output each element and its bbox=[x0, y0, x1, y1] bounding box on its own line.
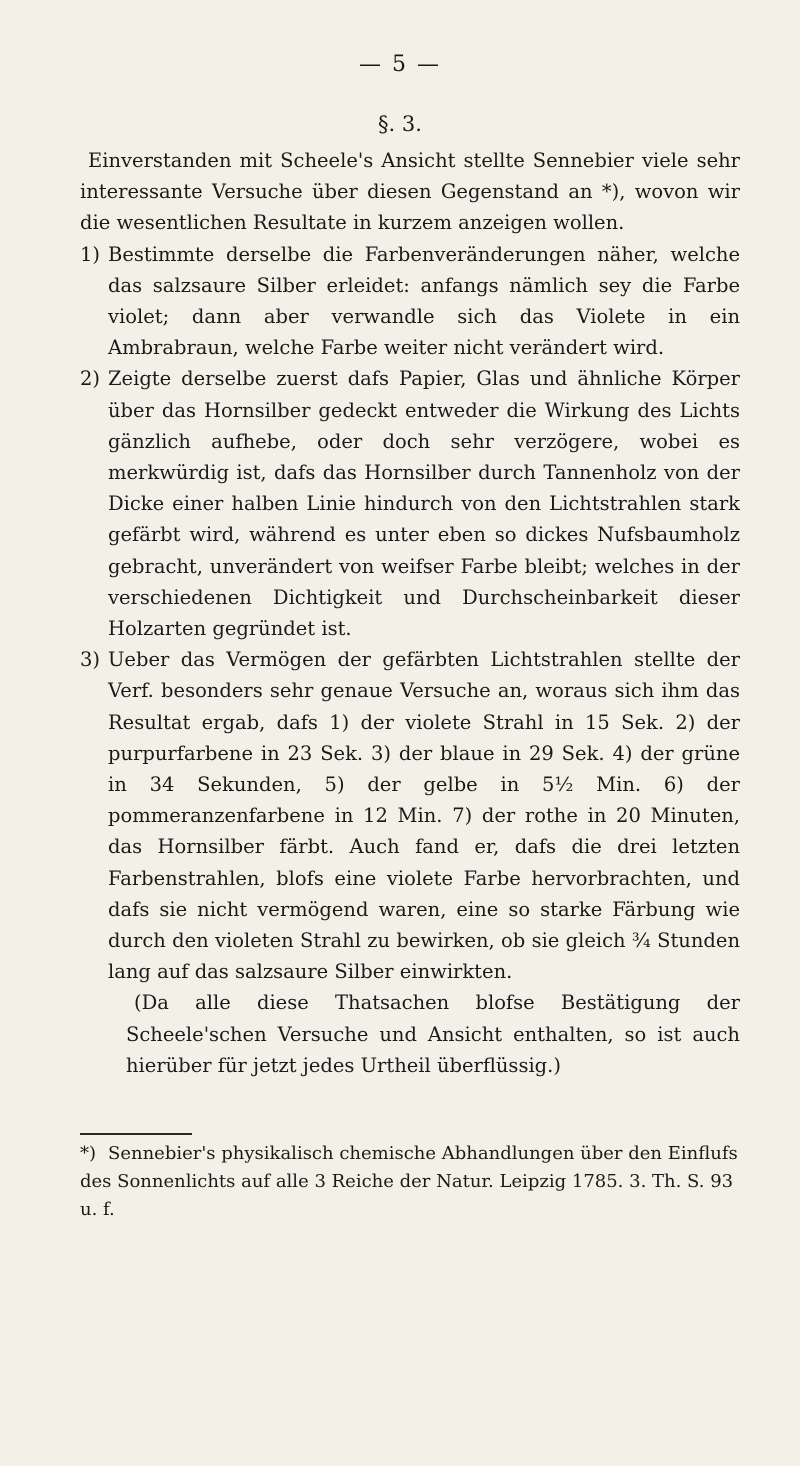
item-number: 3) bbox=[80, 648, 101, 672]
footnote-divider bbox=[80, 1133, 192, 1135]
list-item-3 bbox=[80, 644, 740, 987]
footnote-mark: *) bbox=[80, 1143, 97, 1164]
footnote-text: Sennebier's physikalisch chemische Abhandlungen über den Einflufs des Sonnenlichts auf alle 3 Reiche der Natur. Leipzig 1785. 3. Th. S. 93 u. f. bbox=[80, 1143, 738, 1220]
editorial-note: (Da alle diese Thatsachen blofse Bestätigung der Scheele'schen Versuche und Ansicht enthalten, so ist auch hierüber für jetzt jedes Urtheil überflüssig.) bbox=[126, 991, 740, 1077]
footnote bbox=[80, 1140, 740, 1224]
item-text: Bestimmte derselbe die Farbenveränderungen näher, welche das salzsaure Silber erleidet: anfangs nämlich sey die Farbe violet; dann aber verwandle sich das Violete in ein Ambrabraun, welche Farbe weiter nicht verändert wird. bbox=[108, 242, 740, 360]
main-text bbox=[80, 145, 740, 1081]
intro-paragraph: Einverstanden mit Scheele's Ansicht stellte Sennebier viele sehr interessante Versuche über diesen Gegenstand an *), wovon wir die wesentlichen Resultate in kurzem anzeigen wollen. bbox=[80, 149, 740, 235]
list-item-2 bbox=[80, 363, 740, 644]
item-text: Zeigte derselbe zuerst dafs Papier, Glas und ähnliche Körper über das Hornsilber gedeckt entweder die Wirkung des Lichts gänzlich aufhebe, oder doch sehr verzögere, wobei es merkwürdig ist, dafs das Hornsilber durch Tannenholz von der Dicke einer halben Linie hindurch von den Lichtstrahlen stark gefärbt wird, während es unter eben so dickes Nufsbaumholz gebracht, unverändert von weifser Farbe bleibt; welches in der verschiedenen Dichtigkeit und Durchscheinbarkeit dieser Holzarten gegründet ist. bbox=[108, 367, 740, 641]
item-number: 2) bbox=[80, 367, 101, 391]
section-heading: §. 3. bbox=[378, 112, 422, 136]
list-item-1 bbox=[80, 239, 740, 364]
item-number: 1) bbox=[80, 242, 101, 266]
item-text: Ueber das Vermögen der gefärbten Lichtstrahlen stellte der Verf. besonders sehr genaue Versuche an, woraus sich ihm das Resultat ergab, dafs 1) der violete Strahl in 15 Sek. 2) der purpurfarbene in 23 Sek. 3) der blaue in 29 Sek. 4) der grüne in 34 Sekunden, 5) der gelbe in 5½ Min. 6) der pommeranzenfarbene in 12 Min. 7) der rothe in 20 Minuten, das Hornsilber färbt. Auch fand er, dafs die drei letzten Farbenstrahlen, blofs eine violete Farbe hervorbrachten, und dafs sie nicht vermögend waren, eine so starke Färbung wie durch den violeten Strahl zu bewirken, ob sie gleich ¾ Stunden lang auf das salzsaure Silber einwirkten. bbox=[108, 648, 740, 984]
page-number: — 5 — bbox=[359, 52, 441, 77]
